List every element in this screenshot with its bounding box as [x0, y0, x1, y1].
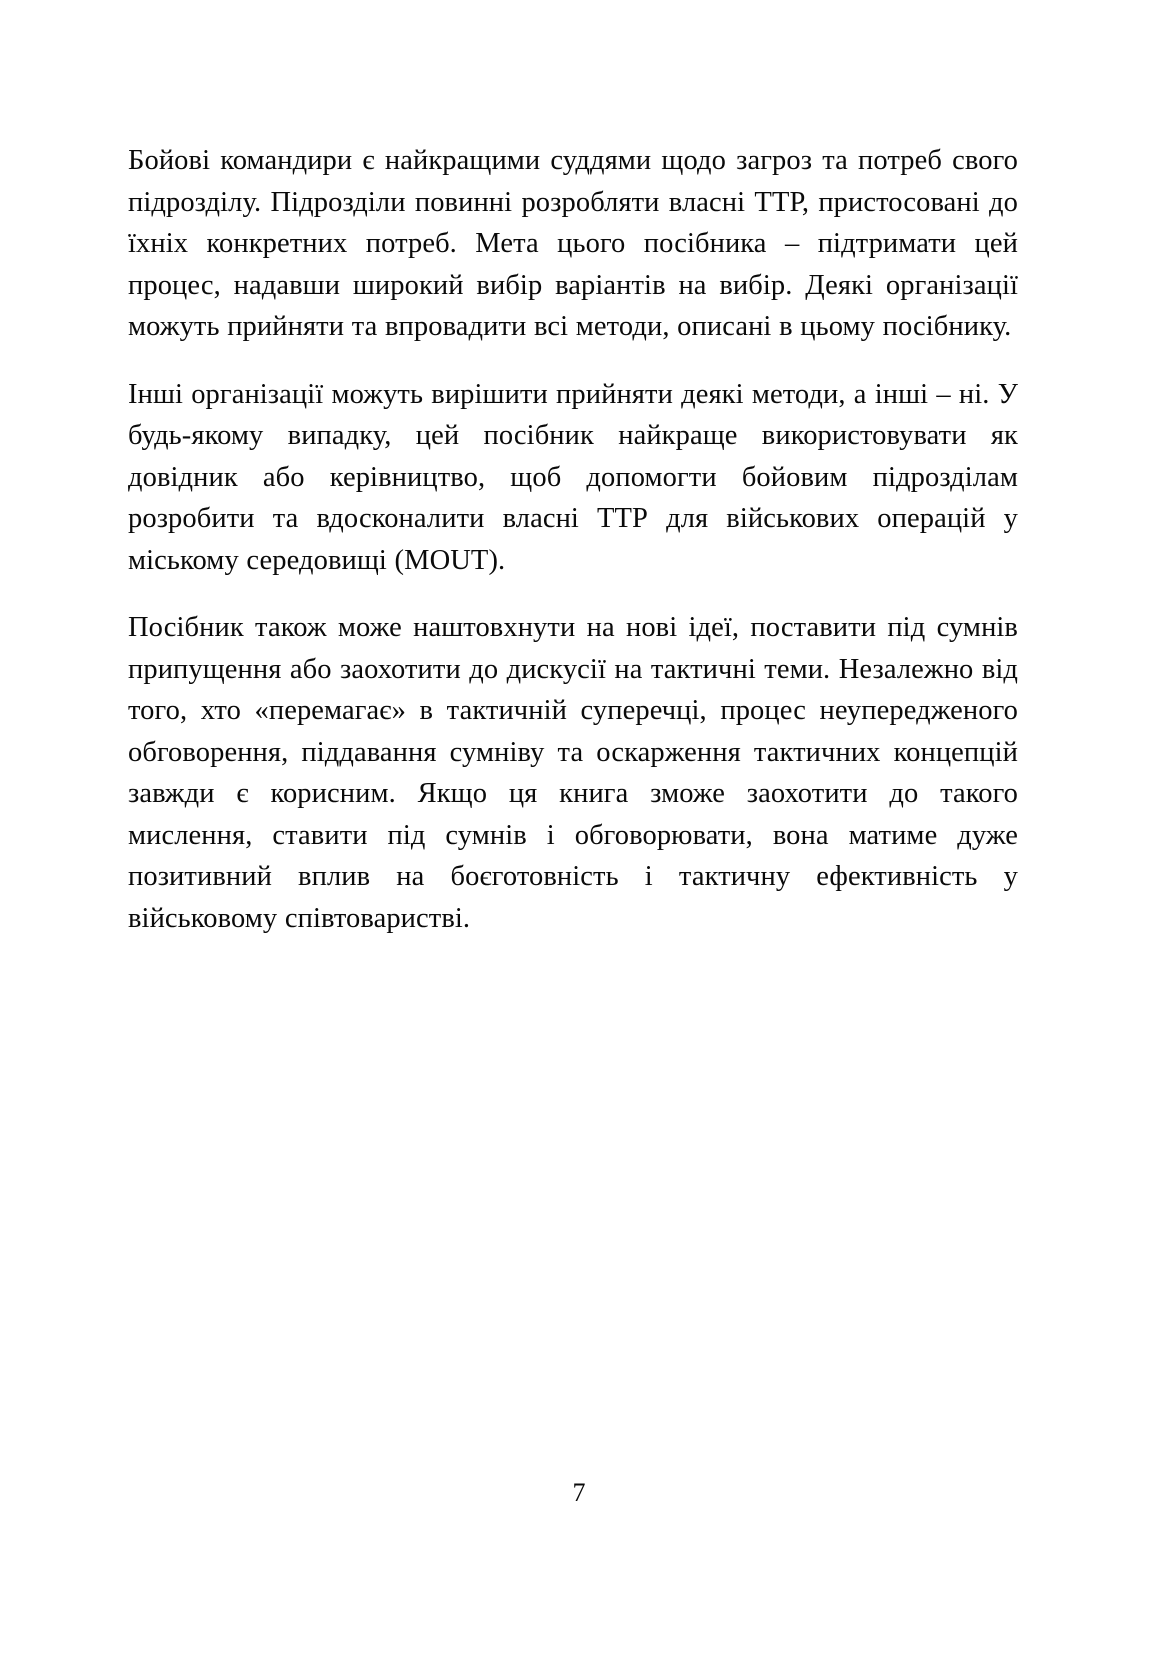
body-paragraph-2: Інші організації можуть вирішити прийняти деякі методи, а інші – ні. У будь-якому випадку, цей посібник найкраще використовувати як довідник або керівництво, щоб допомогти бойовим підрозділам розробити та вдосконалити власні ТТР для військових операцій у міському середовищі (MOUT).: [128, 378, 1018, 576]
page-text-column: [128, 140, 1018, 939]
page-number: 7: [572, 1478, 586, 1507]
body-paragraph-3: Посібник також може наштовхнути на нові ідеї, поставити під сумнів припущення або заохотити до дискусії на тактичні теми. Незалежно від того, хто «перемагає» в тактичній суперечці, процес неупередженого обговорення, піддавання сумніву та оскарження тактичних концепцій завжди є корисним. Якщо ця книга зможе заохотити до такого мислення, ставити під сумнів і обговорювати, вона матиме дуже позитивний вплив на боєготовність і тактичну ефективність у військовому співтоваристві.: [128, 612, 1018, 934]
body-paragraph-1: Бойові командири є найкращими суддями щодо загроз та потреб свого підрозділу. Підрозділи повинні розробляти власні ТТР, пристосовані до їхніх конкретних потреб. Мета цього посібника – підтримати цей процес, надавши широкий вибір варіантів на вибір. Деякі організації можуть прийняти та впровадити всі методи, описані в цьому посібнику.: [128, 145, 1018, 342]
